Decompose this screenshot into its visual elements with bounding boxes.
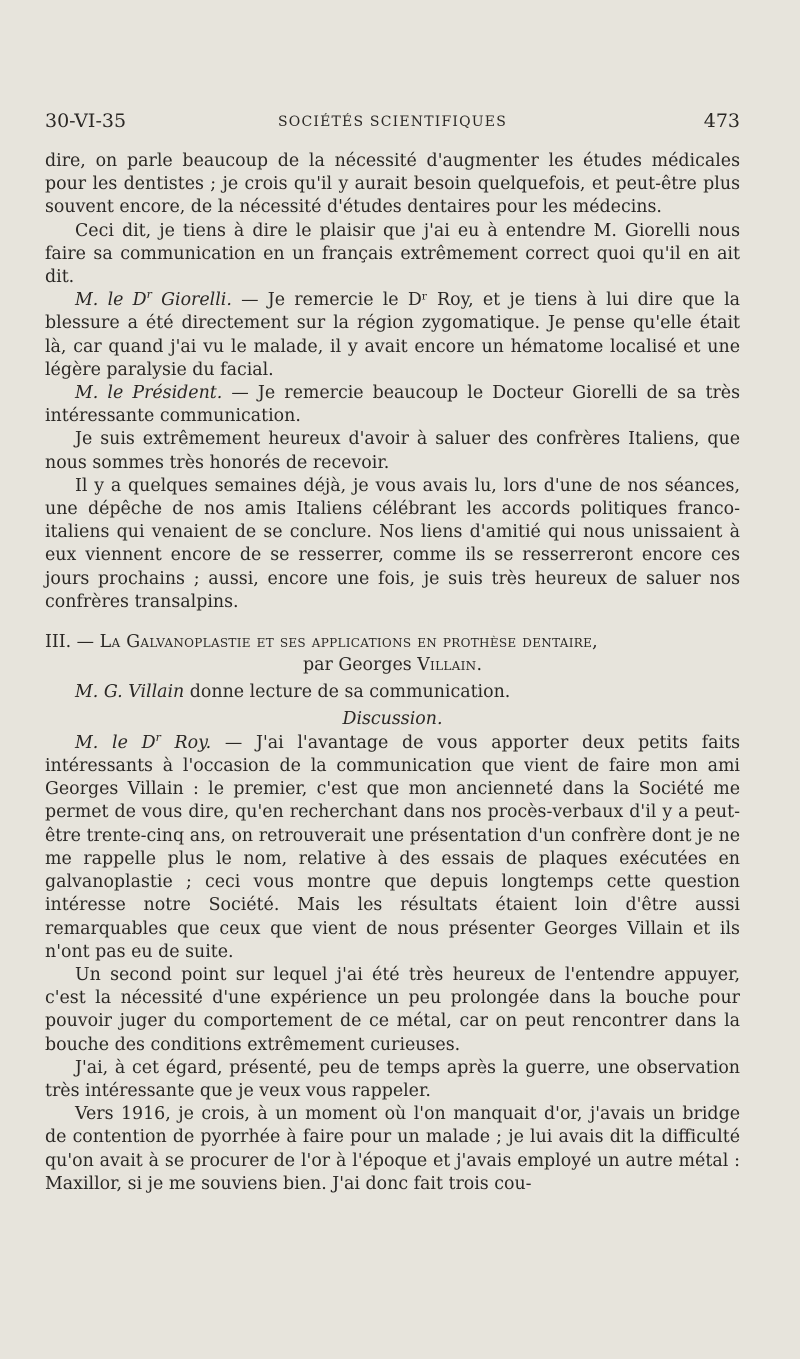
speech-text: — Je remercie beaucoup le Docteur Giorelli de sa très intéressante communication. (45, 383, 740, 427)
paragraph: J'ai, à cet égard, présenté, peu de temps après la guerre, une observation très intéressante que je veux vous rappeler. (45, 1057, 740, 1101)
speech-text: — J'ai l'avantage de vous apporter deux petits faits intéressants à l'occasion de la communication que vient de faire mon ami Georges Villain : le premier, c'est que mon ancienneté dans la Société me permet de vous dire, qu'en recherchant dans nos procès-verbaux d'il y a peut-être trente-cinq ans, on retrouverait une présentation d'un confrère dont je ne me rappelle plus le nom, relative à des essais de plaques exécutées en galvanoplastie ; ceci vous montre que depuis longtemps cette question intéresse notre Société. Mais les résultats étaient loin d'être aussi remarquables que ceux que vient de nous présenter Georges Villain et ils n'ont pas eu de suite. (45, 732, 740, 962)
speaker-name: M. G. Villain (75, 682, 185, 703)
speaker-name: M. le $D^r$ Roy. (75, 731, 212, 753)
speech-text: — Je remercie le Dʳ Roy, et je tiens à lui dire que la blessure a été directement sur la région zygomatique. Je pense qu'elle était là, car quand j'ai vu le malade, il y avait encore un hématome localisé et une légère paralysie du facial. (45, 290, 740, 380)
paragraph (45, 382, 740, 428)
section-heading: III. — La Galvanoplastie et ses applications en prothèse dentaire, (45, 632, 598, 653)
speaker-name: M. le Président. (75, 383, 223, 404)
header-title: SOCIÉTÉS SCIENTIFIQUES (277, 114, 508, 130)
paragraph: Je suis extrêmement heureux d'avoir à saluer des confrères Italiens, que nous sommes très honorés de recevoir. (45, 429, 740, 473)
paragraph: Vers 1916, je crois, à un moment où l'on manquait d'or, j'avais un bridge de contention de pyorrhée à faire pour un malade ; je lui avais dit la difficulté qu'on avait à se procurer de l'or à l'époque et j'avais employé un autre métal : Maxillor, si je me souviens bien. J'ai donc fait trois cou- (45, 1104, 740, 1194)
paragraph: M. G. Villain donne lecture de sa communication. (75, 682, 511, 703)
header-date: 30-VI-35 (45, 110, 127, 132)
discussion-title: Discussion. (342, 708, 443, 729)
paragraph: dire, on parle beaucoup de la nécessité d'augmenter les études médicales pour les dentistes ; je crois qu'il y aurait besoin quelquefois, et peut-être plus souvent encore, de la nécessité d'études dentaires pour les médecins. (45, 151, 740, 218)
page-number: 473 (703, 110, 740, 132)
paragraph: Il y a quelques semaines déjà, je vous avais lu, lors d'une de nos séances, une dépêche de nos amis Italiens célébrant les accords politiques franco-italiens qui venaient de se conclure. Nos liens d'amitié qui nous unissaient à eux viennent encore de se resserrer, comme ils se resserreront encore ces jours prochains ; aussi, encore une fois, je suis très heureux de saluer nos confrères transalpins. (45, 475, 740, 612)
speaker-name: M. le $D^r$ Giorelli. (75, 288, 232, 311)
section-title: La Galvanoplastie et ses applications en prothèse dentaire, (99, 632, 598, 653)
paragraph (45, 732, 740, 964)
section-author: par Georges Villain. (303, 655, 482, 676)
page-body (45, 150, 740, 1196)
paragraph: Ceci dit, je tiens à dire le plaisir que j'ai eu à entendre M. Giorelli nous faire sa communication en un français extrêmement correct quoi qu'il en ait dit. (45, 220, 740, 288)
paragraph (45, 289, 740, 382)
running-header (45, 110, 740, 136)
section-number: III. (45, 632, 72, 653)
paragraph: Un second point sur lequel j'ai été très heureux de l'entendre appuyer, c'est la nécessité d'une expérience un peu prolongée dans la bouche pour pouvoir juger du comportement de ce métal, car on peut rencontrer dans la bouche des conditions extrêmement curieuses. (45, 964, 740, 1055)
